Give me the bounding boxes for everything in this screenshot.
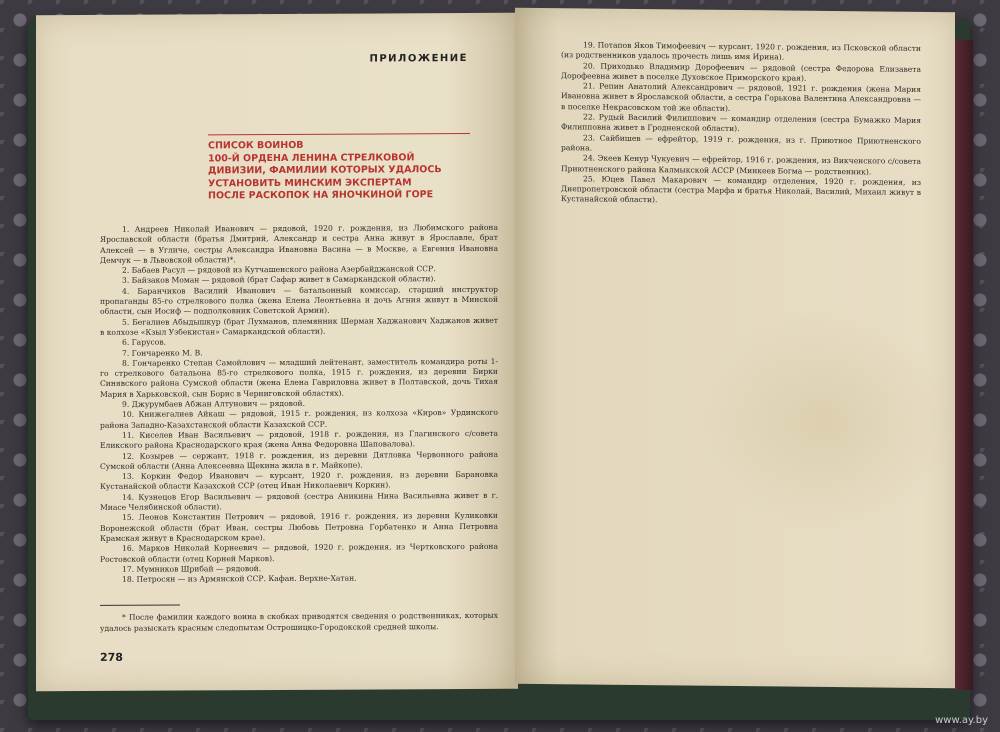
list-item: 3. Байзаков Моман — рядовой (брат Сафар живет в Самаркандской области). [122, 274, 436, 286]
list-item: 13. Коркин Федор Иванович — курсант, 1920 г. рождения, из деревни Барановка Кустанайской области Казахской ССР (отец Иван Николаевич Коркин). [100, 469, 498, 492]
watermark: www.ay.by [935, 715, 988, 726]
list-item: 9. Джурумбаев Абжан Алтунович — рядовой. [122, 398, 305, 409]
list-item: 2. Бабаев Расул — рядовой из Кутчашенского района Азербайджанской ССР. [122, 264, 436, 275]
list-item: 16. Марков Николай Корнеевич — рядовой, 1920 г. рождения, из Чертковского района Ростовской области (отец Корней Марков). [100, 542, 498, 564]
list-item: 20. Приходько Владимир Дорофеевич — рядовой (сестра Федорова Елизавета Дорофеевна живет в поселке Духовское Приморского края). [561, 61, 921, 83]
title-line: ДИВИЗИИ, ФАМИЛИИ КОТОРЫХ УДАЛОСЬ [208, 164, 442, 177]
list-item: 11. Киселев Иван Васильевич — рядовой, 1918 г. рождения, из Глагинского с/совета Еликского района Краснодарского края (жена Анна Федоровна Шаповалова). [100, 428, 498, 451]
list-item: 18. Петросян — из Армянской ССР. Кафан. Верхне-Хатан. [122, 573, 357, 584]
title-line: ПОСЛЕ РАСКОПОК НА ЯНОЧКИНОЙ ГОРЕ [208, 189, 434, 202]
list-item: 15. Леонов Константин Петрович — рядовой, 1916 г. рождения, из деревни Куликовки Воронежской области (брат Иван, сестры Любовь Петровна Горбатенко и Анна Петровна Крамская живут в Краснодарском крае). [100, 511, 498, 543]
book-spine-edge [955, 40, 973, 690]
list-item: 1. Андреев Николай Иванович — рядовой, 1920 г. рождения, из Любимского района Ярославской области (братья Дмитрий, Александр и сестра Анна живут в Ярославле, брат Алексей — в Угличе, сестры Александра Ивановна Васина — в Москве, а Евгения Ивановна Демчук — в Львовской области)*. [100, 222, 498, 265]
page-header: ПРИЛОЖЕНИЕ [369, 52, 468, 65]
title-line: СПИСОК ВОИНОВ [208, 139, 304, 152]
left-page [36, 13, 518, 692]
list-item: 6. Гарусов. [122, 337, 167, 348]
soldier-list-left [100, 223, 498, 585]
list-item: 12. Козырев — сержант, 1918 г. рождения, из деревни Дятловка Червонного района Сумской области (Анна Алексеевна Щекина жила в г. Майкопе). [100, 449, 498, 471]
title-rule [208, 133, 470, 135]
list-item: 21. Репин Анатолий Александрович — рядовой, 1921 г. рождения (жена Мария Ивановна живет в Ярославской области, а сестра Горькова Валентина Александровна — в поселке Некрасовском той же области). [561, 81, 921, 113]
title-line: 100-Й ОРДЕНА ЛЕНИНА СТРЕЛКОВОЙ [208, 151, 415, 164]
list-title [208, 139, 488, 203]
soldier-list-right [561, 40, 921, 209]
paper-stain [695, 310, 955, 533]
title-line: УСТАНОВИТЬ МИНСКИМ ЭКСПЕРТАМ [208, 176, 412, 189]
right-page [515, 8, 955, 689]
list-item: 8. Гончаренко Степан Самойлович — младший лейтенант, заместитель командира роты 1-го стрелкового батальона 85-го стрелкового полка, 1915 г. рождения, из деревни Бирки Синявского района Сумской области (жена Елена Гавриловна живет в Полтавской, дочь Тихая Мария в Харьковской, сын Борис в Черниговской областях). [100, 356, 498, 399]
list-item: 22. Рудый Василий Филиппович — командир отделения (сестра Бумажко Мария Филипповна живет в Гродненской области). [561, 112, 921, 134]
list-item: 10. Книжегалиев Айкаш — рядовой, 1915 г. рождения, из колхоза «Киров» Урдинского района Западно-Казахстанской области Казахской ССР. [100, 408, 498, 430]
list-item: 17. Мумников Шрибай — рядовой. [122, 563, 262, 574]
list-item: 23. Сайбишев — ефрейтор, 1919 г. рождения, из г. Приютное Приютненского района. [561, 133, 921, 153]
footnote: * После фамилии каждого воина в скобках приводятся сведения о родственниках, которых удалось разыскать красным следопытам Острошицко-Городокской средней школы. [100, 610, 498, 633]
list-item: 25. Юцев Павел Макарович — командир отделения, 1920 г. рождения, из Днепропетровской области (сестра Марфа и братья Николай, Василий, Михаил живут в Кустанайской области). [561, 174, 921, 205]
list-item: 24. Экеев Кенур Чукуевич — ефрейтор, 1916 г. рождения, из Викченского с/совета Приютненского района Калмыкской АССР (Минкеев Богма — родственник). [561, 153, 921, 176]
list-item: 7. Гончаренко М. В. [122, 347, 203, 358]
footnote-rule [100, 605, 180, 606]
page-number: 278 [100, 650, 123, 664]
list-item: 19. Потапов Яков Тимофеевич — курсант, 1920 г. рождения, из Псковской области (из родственников удалось прочесть лишь имя Ирина). [561, 40, 921, 62]
list-item: 14. Кузнецов Егор Васильевич — рядовой (сестра Аникина Нина Васильевна живет в г. Миасе Челябинской области). [100, 490, 498, 512]
list-item: 4. Баранчиков Василий Иванович — батальонный комиссар, старший инструктор пропаганды 85-го стрелкового полка (жена Елена Леонтьевна и дочь Агния живут в Минской области, сын Иосиф — подполковник Советской Армии). [100, 284, 498, 317]
list-item: 5. Бегалиев Абыдышкур (брат Лухманов, племянник Шерман Хаджанович Хаджанов живет в колхозе «Кзыл Узбекистан» Самаркандской области). [100, 315, 498, 337]
